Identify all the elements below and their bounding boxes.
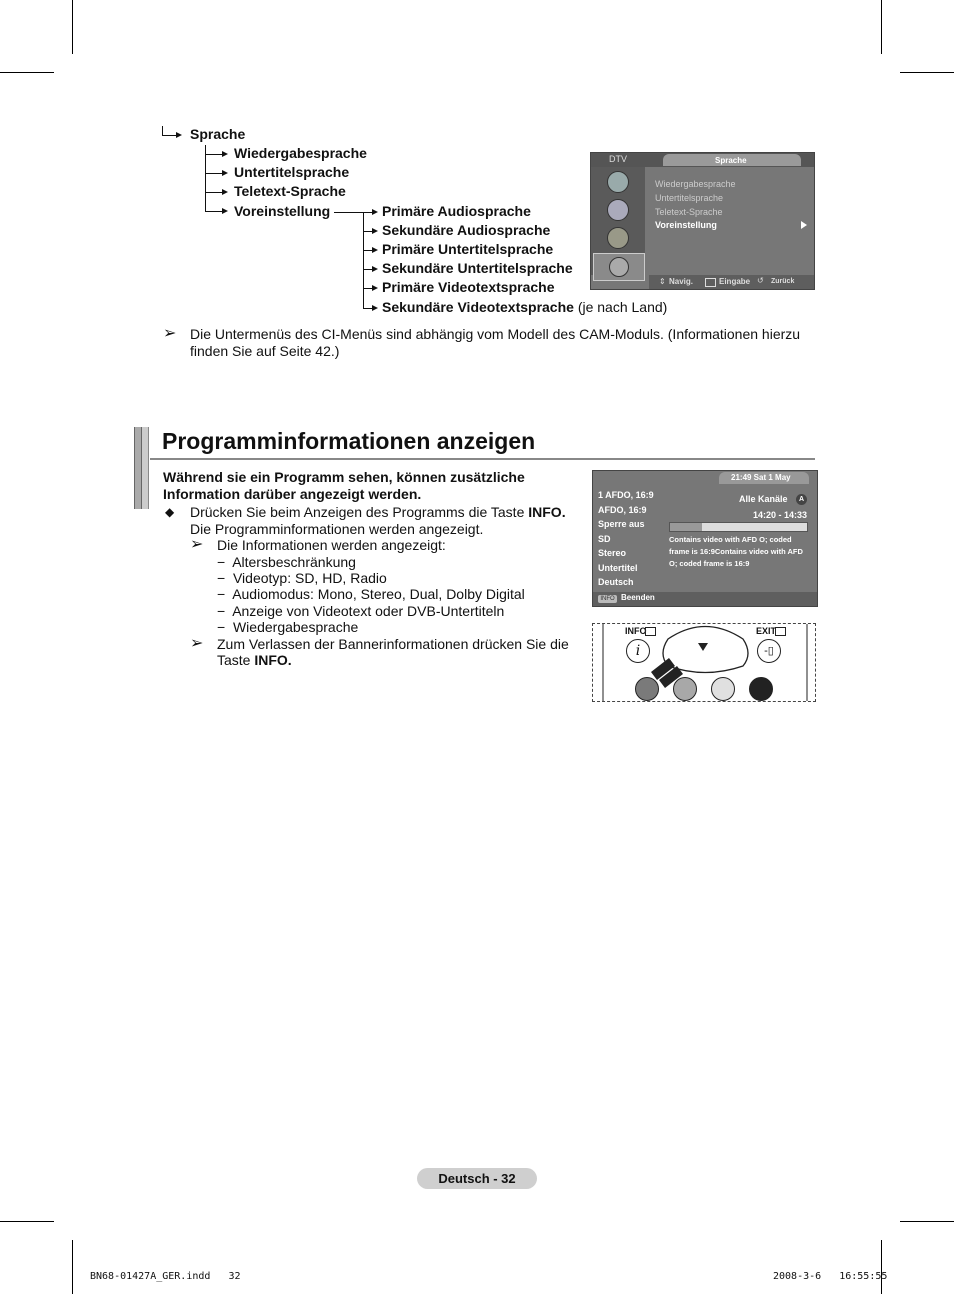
channel-icon — [609, 257, 629, 277]
return-icon: ↺ — [757, 276, 764, 285]
step-press-info: Drücken Sie beim Anzeigen des Programms die Taste INFO. — [190, 504, 566, 520]
osd-left-3: SD — [598, 534, 611, 544]
osd-title: Sprache — [715, 156, 747, 165]
progress-fill — [670, 523, 702, 531]
list-item: − Audiomodus: Mono, Stereo, Dual, Dolby Digital — [217, 586, 525, 602]
red-button[interactable] — [635, 677, 659, 701]
green-button[interactable] — [673, 677, 697, 701]
section-title: Programminformationen anzeigen — [162, 428, 536, 454]
crop-mark — [72, 0, 73, 54]
note-arrow-icon: ➢ — [163, 325, 177, 342]
file-info: BN68-01427A_GER.indd 32 — [90, 1271, 241, 1282]
crop-mark — [881, 0, 882, 54]
tree-root: Sprache — [190, 126, 246, 142]
info-button[interactable]: i — [626, 639, 650, 663]
osd-item-3[interactable]: Voreinstellung — [655, 220, 717, 230]
osd-footer-navig: Navig. — [669, 277, 694, 286]
tree-child-1: Untertitelsprache — [234, 164, 350, 180]
osd-footer-eingabe: Eingabe — [719, 277, 751, 286]
info-tag: INFO — [598, 595, 617, 603]
list-item: − Anzeige von Videotext oder DVB-Untertiteln — [217, 603, 505, 619]
osd-item-0[interactable]: Wiedergabesprache — [655, 179, 736, 189]
sound-icon[interactable] — [607, 199, 629, 221]
osd-description: Contains video with AFD O; coded frame is 16:9Contains video with AFD O; coded frame is 16:9 — [669, 535, 803, 568]
osd-left-1: AFDO, 16:9 — [598, 505, 647, 515]
exit-button[interactable]: -▯ — [757, 639, 781, 663]
note-exit-1: Zum Verlassen der Bannerinformationen drücken Sie die — [217, 636, 569, 652]
section-intro: Während sie ein Programm sehen, können zusätzliche Information darüber angezeigt werden. — [163, 469, 525, 502]
crop-mark — [881, 1240, 882, 1294]
note-arrow-icon: ➢ — [190, 635, 204, 652]
tree-child-3: Voreinstellung — [234, 203, 331, 219]
osd-left-0: 1 AFDO, 16:9 — [598, 490, 654, 500]
section-side-bar — [134, 427, 142, 509]
picture-icon[interactable] — [607, 171, 629, 193]
crop-mark — [72, 1240, 73, 1294]
step-result: Die Programminformationen werden angezeigt. — [190, 521, 484, 537]
osd-item-1[interactable]: Untertitelsprache — [655, 193, 724, 203]
osd-source-label: DTV — [609, 154, 627, 164]
list-item: − Videotyp: SD, HD, Radio — [217, 570, 387, 586]
blue-button[interactable] — [749, 677, 773, 701]
crop-mark — [900, 72, 954, 73]
info-label: INFO — [625, 626, 647, 636]
bullet-diamond-icon: ◆ — [165, 505, 175, 519]
setup-icon[interactable] — [607, 227, 629, 249]
updown-icon: ⇕ — [659, 277, 666, 286]
osd-exit-label: Beenden — [621, 593, 655, 602]
yellow-button[interactable] — [711, 677, 735, 701]
osd-datetime: 21:49 Sat 1 May — [731, 473, 791, 482]
crop-mark — [900, 1221, 954, 1222]
note-info-shown: Die Informationen werden angezeigt: — [217, 537, 446, 553]
info-guide-icon — [645, 627, 656, 636]
remote-illustration — [592, 623, 816, 702]
antenna-badge: A — [796, 494, 807, 505]
page-number-label: Deutsch - 32 — [417, 1168, 537, 1189]
tree-sub-3: Sekundäre Untertitelsprache — [382, 260, 573, 276]
tree-sub-4: Primäre Videotextsprache — [382, 279, 555, 295]
osd-info-banner — [592, 470, 818, 607]
osd-channel-group: Alle Kanäle — [739, 494, 788, 504]
osd-left-6: Deutsch — [598, 577, 634, 587]
tree-sub-0: Primäre Audiosprache — [382, 203, 531, 219]
progress-bar — [669, 522, 808, 532]
tree-child-2: Teletext-Sprache — [234, 183, 346, 199]
section-side-bar — [142, 427, 149, 509]
note-exit-2: Taste INFO. — [217, 652, 292, 668]
osd-left-2: Sperre aus — [598, 519, 645, 529]
down-arrow-icon[interactable] — [698, 643, 708, 651]
tree-sub-5: Sekundäre Videotextsprache (je nach Land) — [382, 299, 668, 315]
osd-footer-zurueck: Zurück — [771, 278, 795, 285]
osd-time-range: 14:20 - 14:33 — [753, 510, 808, 520]
osd-sprache-menu — [590, 152, 815, 290]
osd-left-4: Stereo — [598, 548, 627, 558]
right-arrow-icon — [801, 221, 807, 229]
note-ci-menu: Die Untermenüs des CI-Menüs sind abhängig vom Modell des CAM-Moduls. (Informationen hierzu finden Sie auf Seite 42.) — [190, 326, 801, 359]
note-arrow-icon: ➢ — [190, 536, 204, 553]
tree-sub-1: Sekundäre Audiosprache — [382, 222, 551, 238]
print-date: 2008-3-6 16:55:55 — [773, 1271, 888, 1282]
enter-icon — [705, 278, 716, 287]
tree-child-0: Wiedergabesprache — [234, 145, 367, 161]
list-item: − Wiedergabesprache — [217, 619, 359, 635]
osd-item-2[interactable]: Teletext-Sprache — [655, 207, 723, 217]
tree-sub-2: Primäre Untertitelsprache — [382, 241, 554, 257]
crop-mark — [0, 72, 54, 73]
list-item: − Altersbeschränkung — [217, 554, 356, 570]
osd-left-5: Untertitel — [598, 563, 638, 573]
exit-label: EXIT — [756, 626, 777, 636]
section-title-rule — [150, 458, 815, 460]
crop-mark — [0, 1221, 54, 1222]
exit-guide-icon — [775, 627, 786, 636]
